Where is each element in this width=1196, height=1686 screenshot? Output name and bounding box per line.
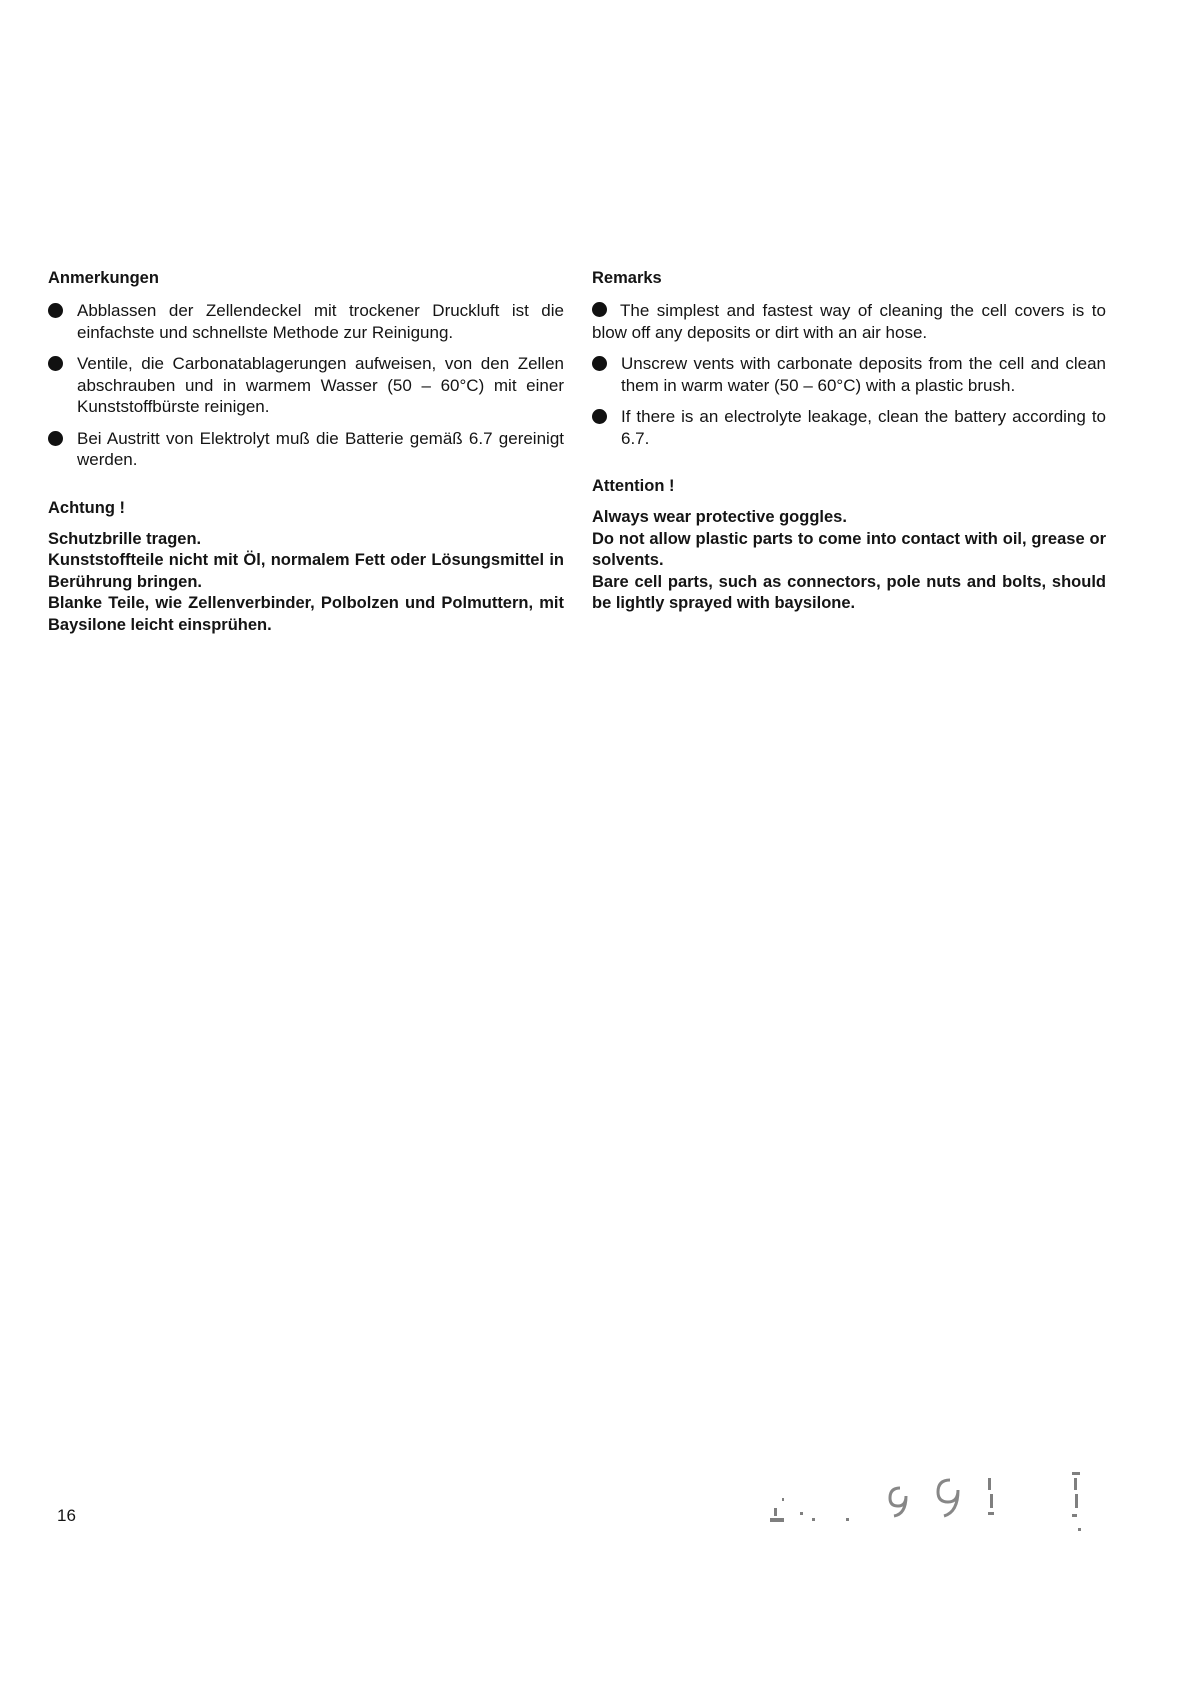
warning-line-en: Bare cell parts, such as connectors, pole nuts and bolts, should be lightly sprayed with baysilone. — [592, 572, 1106, 612]
remarks-list-en — [592, 300, 1106, 449]
page-number: 16 — [57, 1506, 76, 1525]
remark-item-en — [592, 353, 1106, 396]
remarks-heading-de: Anmerkungen — [48, 269, 159, 287]
attention-block-de — [48, 498, 564, 637]
remark-item-en — [592, 406, 1106, 449]
remark-item-de — [48, 300, 564, 343]
remark-text-en: The simplest and fastest way of cleaning the cell covers is to blow off any deposits or dirt with an air hose. — [592, 301, 1106, 342]
attention-heading-en: Attention ! — [592, 477, 675, 495]
attention-heading-de: Achtung ! — [48, 498, 125, 517]
bullet-icon — [48, 303, 63, 318]
warning-line-de: Schutzbrille tragen. — [48, 529, 202, 548]
remark-text-en: If there is an electrolyte leakage, clean the battery according to 6.7. — [621, 407, 1106, 448]
warning-line-en: Do not allow plastic parts to come into contact with oil, grease or solvents. — [592, 529, 1106, 569]
remarks-list-de — [48, 300, 564, 471]
remark-text-en: Unscrew vents with carbonate deposits from the cell and clean them in warm water (50 – 60°C) with a plastic brush. — [621, 354, 1106, 395]
remark-item-de — [48, 353, 564, 418]
warning-line-de: Kunststoffteile nicht mit Öl, normalem Fett oder Lösungsmittel in Berührung bringen. — [48, 551, 564, 591]
attention-block-en — [592, 476, 1106, 615]
remark-text-de: Ventile, die Carbonatablagerungen aufweisen, von den Zellen abschrauben und in warmem Wasser (50 – 60°C) mit einer Kunststoffbürste reinigen. — [77, 354, 564, 416]
remark-item-de — [48, 428, 564, 471]
bullet-icon — [592, 356, 607, 371]
faded-stamp-marks — [760, 1468, 1100, 1538]
remark-text-de: Bei Austritt von Elektrolyt muß die Batterie gemäß 6.7 gereinigt werden. — [77, 428, 564, 469]
english-column — [592, 268, 1106, 615]
bullet-icon — [48, 431, 63, 446]
german-column — [48, 268, 564, 636]
warning-line-en: Always wear protective goggles. — [592, 508, 847, 526]
bullet-icon — [592, 302, 607, 317]
bullet-icon — [48, 356, 63, 371]
remark-text-de: Abblassen der Zellendeckel mit trockener Druckluft ist die einfachste und schnellste Methode zur Reinigung. — [77, 301, 564, 342]
remark-item-en — [592, 300, 1106, 343]
bullet-icon — [592, 409, 607, 424]
remarks-heading-en: Remarks — [592, 269, 662, 287]
warning-line-de: Blanke Teile, wie Zellenverbinder, Polbolzen und Polmuttern, mit Baysilone leicht einsprühen. — [48, 594, 564, 634]
